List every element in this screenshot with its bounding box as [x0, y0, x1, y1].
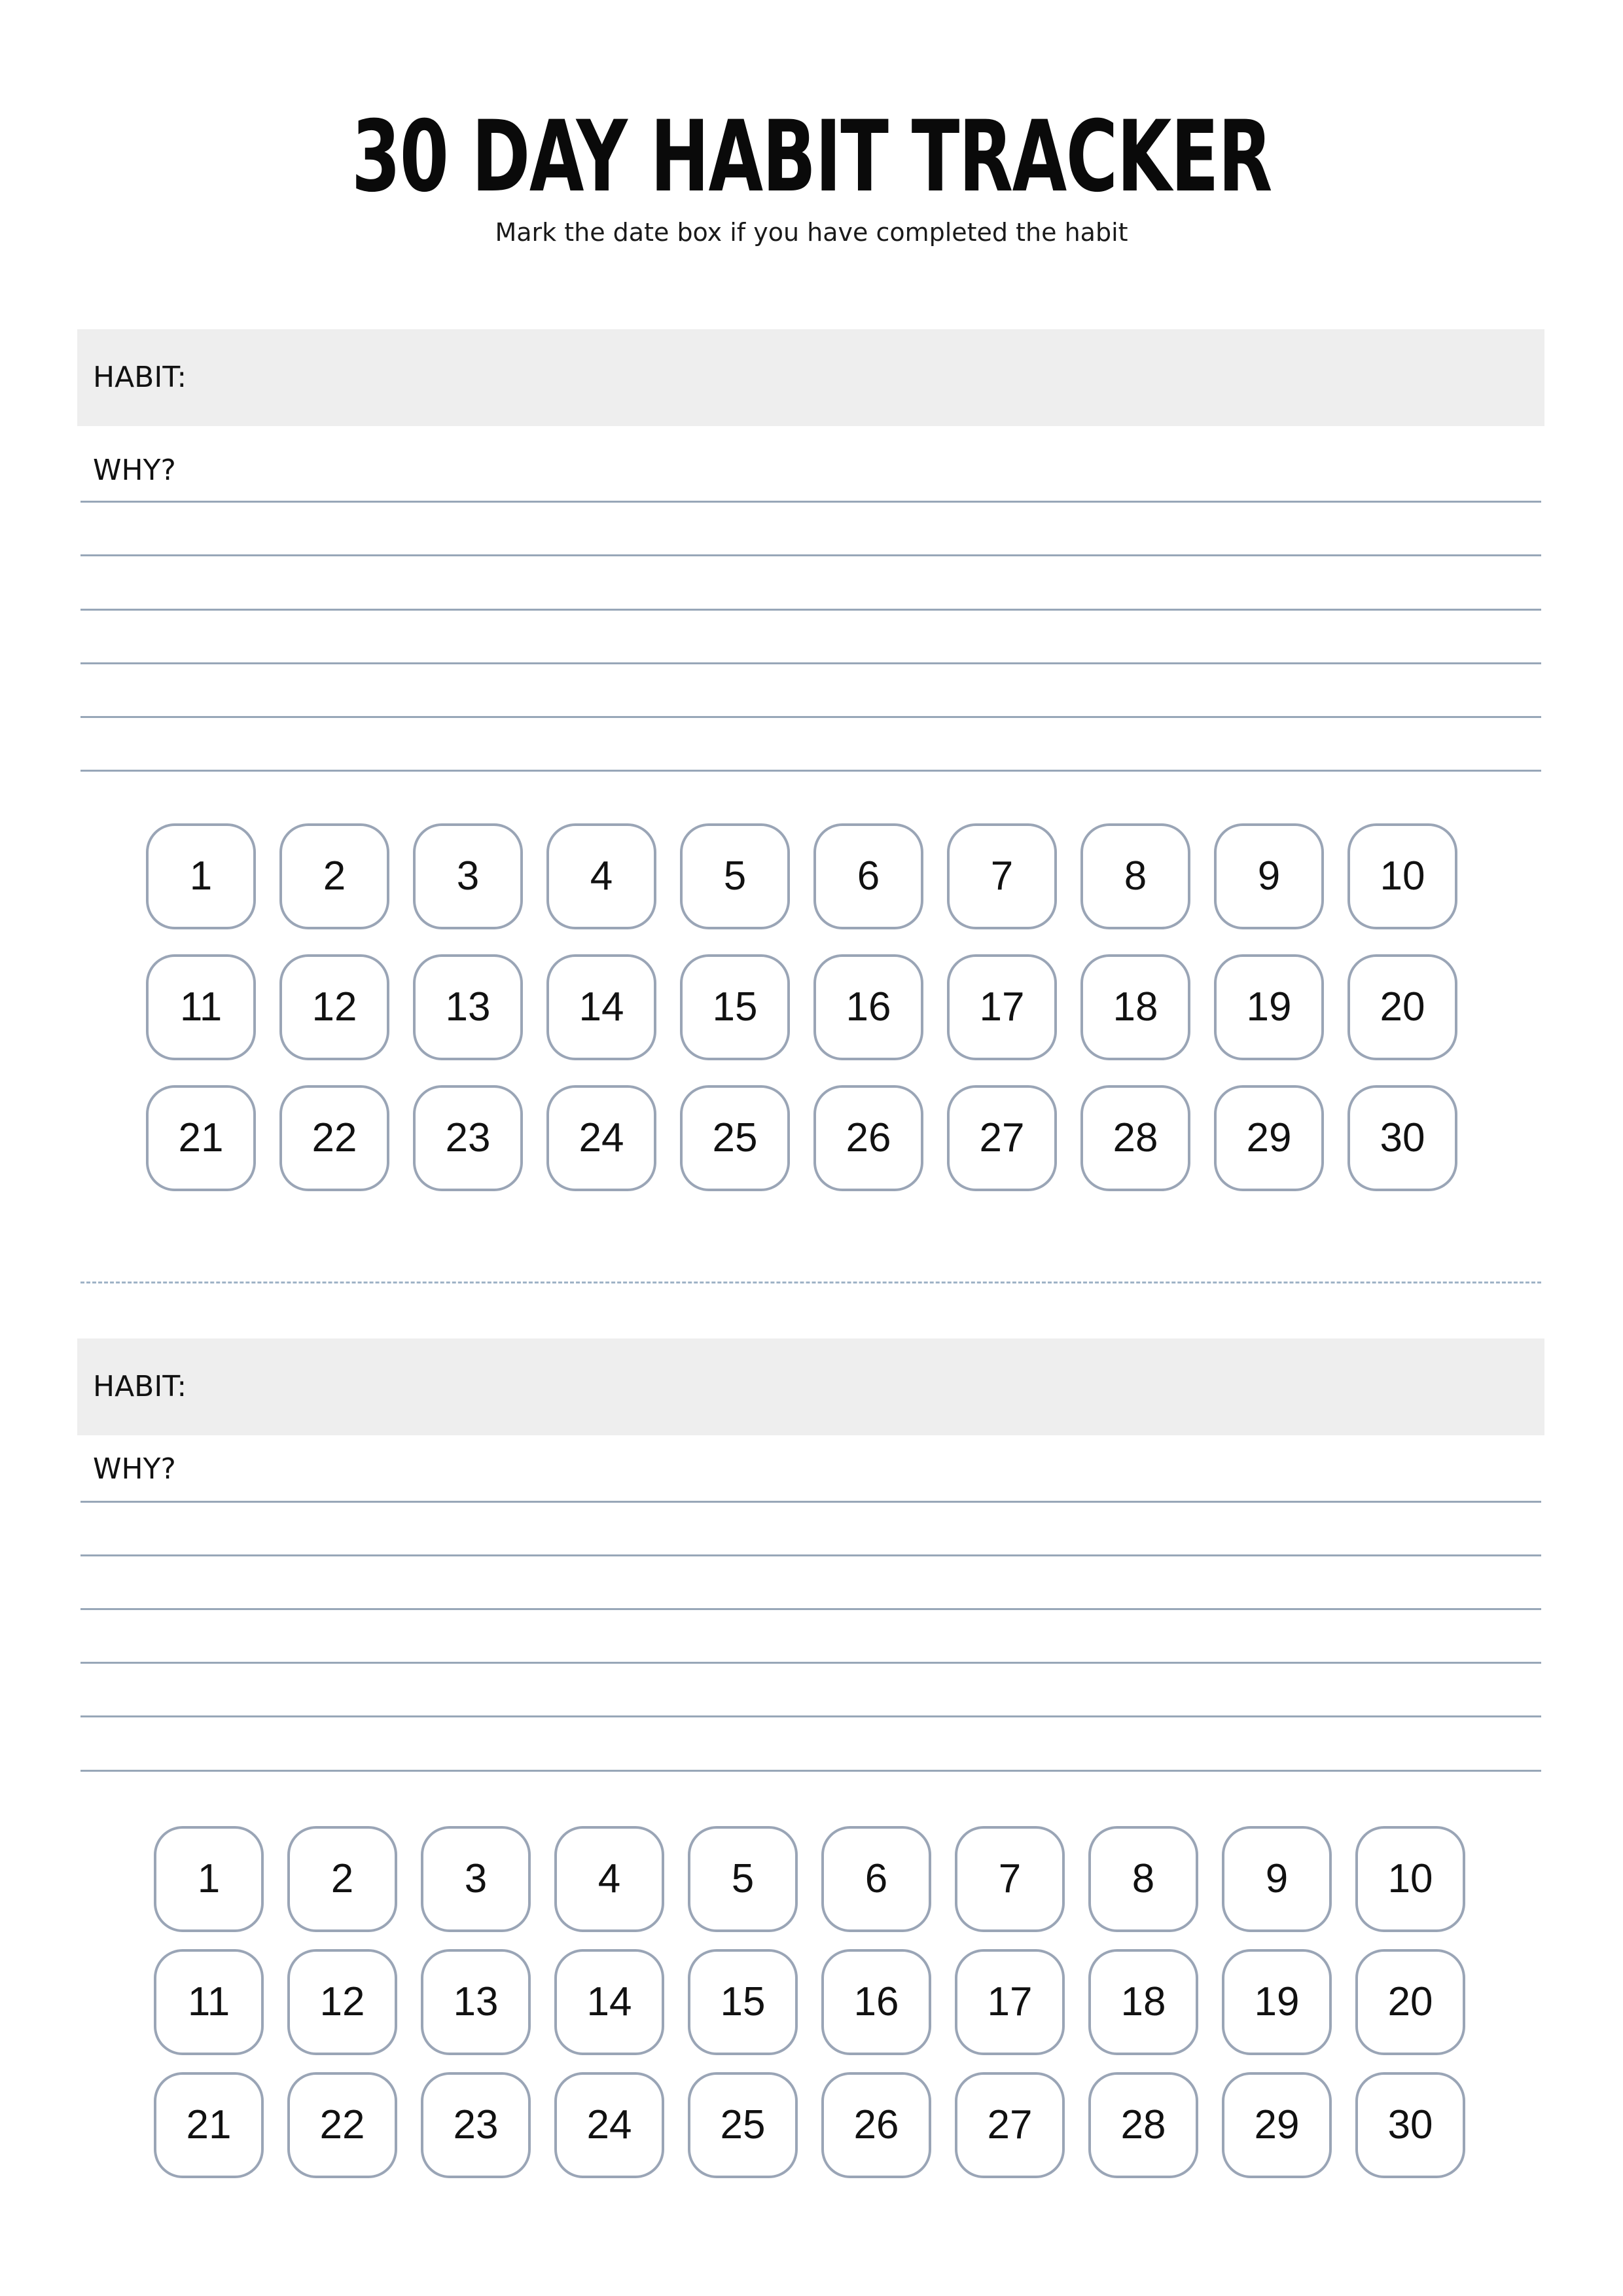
day-number: 8 [1124, 853, 1147, 899]
day-box[interactable] [1088, 2072, 1198, 2178]
day-box[interactable] [1088, 1826, 1198, 1932]
day-box[interactable] [813, 954, 923, 1060]
day-number: 24 [579, 1115, 624, 1160]
habit-section-2 [0, 1338, 1623, 2215]
day-number: 14 [586, 1979, 632, 2024]
day-number: 15 [712, 984, 758, 1030]
day-box[interactable] [1355, 2072, 1465, 2178]
day-box[interactable] [146, 1085, 256, 1191]
day-number: 30 [1380, 1115, 1425, 1160]
day-number: 29 [1246, 1115, 1292, 1160]
day-box[interactable] [279, 954, 389, 1060]
habit-label: HABIT: [93, 361, 187, 394]
page-title: 30 DAY HABIT TRACKER [351, 100, 1272, 214]
day-number: 30 [1387, 2102, 1433, 2147]
why-writing-line[interactable] [80, 716, 1541, 718]
why-writing-line[interactable] [80, 1770, 1541, 1772]
why-writing-line[interactable] [80, 662, 1541, 664]
day-box[interactable] [287, 1949, 397, 2055]
day-box[interactable] [1214, 954, 1324, 1060]
day-number: 16 [846, 984, 891, 1030]
day-number: 5 [723, 853, 747, 899]
day-box[interactable] [1347, 823, 1457, 929]
day-number: 23 [445, 1115, 491, 1160]
why-label: WHY? [93, 1452, 176, 1486]
day-number: 19 [1254, 1979, 1300, 2024]
day-number: 11 [179, 984, 223, 1030]
day-number: 26 [853, 2102, 899, 2147]
day-number: 26 [846, 1115, 891, 1160]
day-box[interactable] [1080, 823, 1190, 929]
day-number: 2 [323, 853, 346, 899]
day-box[interactable] [821, 1826, 931, 1932]
habit-field[interactable] [77, 1338, 1544, 1435]
day-number: 17 [979, 984, 1025, 1030]
day-box[interactable] [688, 2072, 798, 2178]
day-box[interactable] [154, 1949, 264, 2055]
day-number: 2 [330, 1856, 354, 1901]
day-box[interactable] [421, 2072, 531, 2178]
day-box[interactable] [821, 1949, 931, 2055]
day-box[interactable] [1088, 1949, 1198, 2055]
day-number: 24 [586, 2102, 632, 2147]
day-number: 29 [1254, 2102, 1300, 2147]
day-number: 5 [731, 1856, 755, 1901]
day-number: 4 [597, 1856, 621, 1901]
day-box[interactable] [421, 1949, 531, 2055]
page-subtitle: Mark the date box if you have completed the habit [495, 218, 1128, 247]
day-box[interactable] [955, 1949, 1065, 2055]
day-box[interactable] [1214, 823, 1324, 929]
day-number: 13 [453, 1979, 499, 2024]
day-number: 28 [1120, 2102, 1166, 2147]
day-box[interactable] [688, 1949, 798, 2055]
why-writing-line[interactable] [80, 1554, 1541, 1556]
habit-section-1 [0, 329, 1623, 1206]
day-box[interactable] [688, 1826, 798, 1932]
why-writing-line[interactable] [80, 1662, 1541, 1664]
habit-field[interactable] [77, 329, 1544, 426]
day-number: 18 [1113, 984, 1158, 1030]
day-box[interactable] [546, 1085, 656, 1191]
day-box[interactable] [821, 2072, 931, 2178]
day-number: 9 [1257, 853, 1281, 899]
day-number: 25 [712, 1115, 758, 1160]
day-box[interactable] [287, 1826, 397, 1932]
day-number: 14 [579, 984, 624, 1030]
day-number: 1 [189, 853, 213, 899]
day-number: 17 [987, 1979, 1033, 2024]
day-box[interactable] [1222, 2072, 1332, 2178]
day-box[interactable] [546, 954, 656, 1060]
why-writing-line[interactable] [80, 554, 1541, 556]
why-writing-line[interactable] [80, 609, 1541, 611]
day-number: 7 [990, 853, 1014, 899]
day-number: 22 [312, 1115, 357, 1160]
day-box[interactable] [554, 1949, 664, 2055]
day-box[interactable] [413, 954, 523, 1060]
day-number: 3 [464, 1856, 488, 1901]
day-number: 10 [1380, 853, 1425, 899]
day-number: 27 [979, 1115, 1025, 1160]
day-number: 18 [1120, 1979, 1166, 2024]
day-box[interactable] [1214, 1085, 1324, 1191]
day-box[interactable] [947, 954, 1057, 1060]
day-box[interactable] [554, 1826, 664, 1932]
why-writing-line[interactable] [80, 501, 1541, 503]
day-box[interactable] [1080, 1085, 1190, 1191]
day-number: 21 [186, 2102, 232, 2147]
day-number: 6 [865, 1856, 888, 1901]
day-box[interactable] [680, 823, 790, 929]
day-number: 15 [720, 1979, 766, 2024]
day-number: 22 [319, 2102, 365, 2147]
day-box[interactable] [146, 823, 256, 929]
day-box[interactable] [947, 1085, 1057, 1191]
day-box[interactable] [546, 823, 656, 929]
day-box[interactable] [154, 2072, 264, 2178]
day-box[interactable] [1222, 1949, 1332, 2055]
day-number: 10 [1387, 1856, 1433, 1901]
day-number: 3 [456, 853, 480, 899]
day-box[interactable] [1347, 1085, 1457, 1191]
day-box[interactable] [421, 1826, 531, 1932]
day-box[interactable] [1222, 1826, 1332, 1932]
day-box[interactable] [1355, 1826, 1465, 1932]
day-number: 12 [312, 984, 357, 1030]
why-writing-line[interactable] [80, 1608, 1541, 1610]
day-box[interactable] [413, 823, 523, 929]
day-number: 8 [1132, 1856, 1155, 1901]
day-box[interactable] [1080, 954, 1190, 1060]
day-number: 12 [319, 1979, 365, 2024]
day-number: 1 [197, 1856, 221, 1901]
day-box[interactable] [680, 954, 790, 1060]
day-box[interactable] [955, 2072, 1065, 2178]
day-number: 21 [178, 1115, 224, 1160]
day-number: 27 [987, 2102, 1033, 2147]
day-number: 13 [445, 984, 491, 1030]
day-number: 16 [853, 1979, 899, 2024]
day-number: 4 [590, 853, 613, 899]
day-number: 11 [187, 1979, 230, 2024]
habit-label: HABIT: [93, 1370, 187, 1403]
day-box[interactable] [413, 1085, 523, 1191]
day-number: 20 [1380, 984, 1425, 1030]
day-box[interactable] [947, 823, 1057, 929]
day-box[interactable] [1355, 1949, 1465, 2055]
day-number: 28 [1113, 1115, 1158, 1160]
day-number: 6 [857, 853, 880, 899]
why-writing-line[interactable] [80, 770, 1541, 772]
day-number: 9 [1265, 1856, 1289, 1901]
day-number: 20 [1387, 1979, 1433, 2024]
day-number: 23 [453, 2102, 499, 2147]
day-box[interactable] [955, 1826, 1065, 1932]
day-box[interactable] [680, 1085, 790, 1191]
why-writing-line[interactable] [80, 1501, 1541, 1503]
day-number: 7 [998, 1856, 1022, 1901]
why-label: WHY? [93, 454, 176, 487]
day-number: 25 [720, 2102, 766, 2147]
day-box[interactable] [813, 1085, 923, 1191]
day-box[interactable] [146, 954, 256, 1060]
day-box[interactable] [279, 823, 389, 929]
day-box[interactable] [813, 823, 923, 929]
day-box[interactable] [554, 2072, 664, 2178]
day-box[interactable] [287, 2072, 397, 2178]
day-box[interactable] [1347, 954, 1457, 1060]
day-box[interactable] [154, 1826, 264, 1932]
section-divider [80, 1282, 1541, 1283]
why-writing-line[interactable] [80, 1715, 1541, 1717]
day-number: 19 [1246, 984, 1292, 1030]
day-box[interactable] [279, 1085, 389, 1191]
